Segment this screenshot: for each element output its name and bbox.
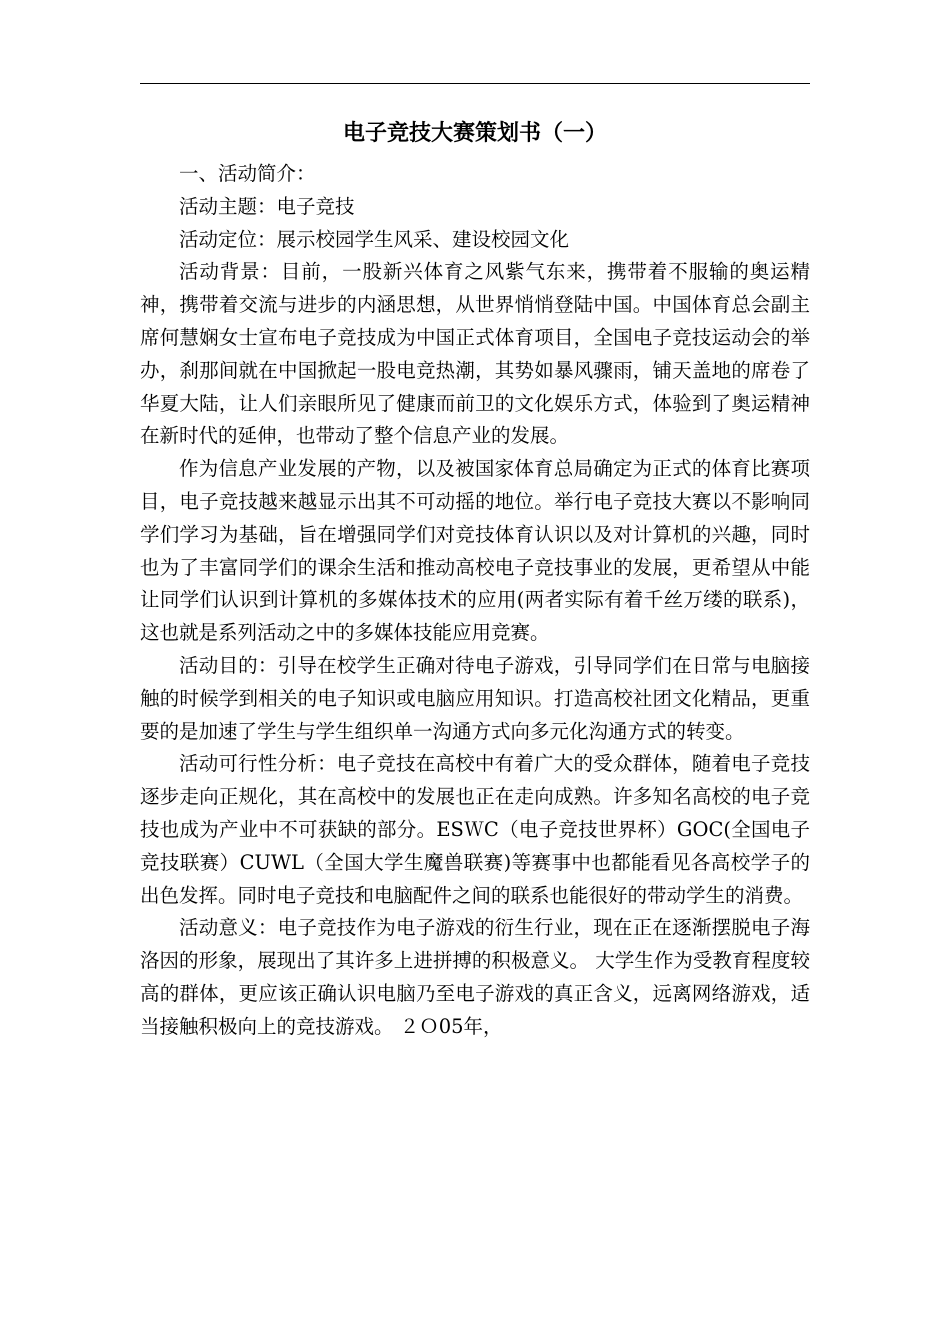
paragraph-activity-background: 活动背景：目前，一股新兴体育之风紫气东来，携带着不服输的奥运精神，携带着交流与进步的内涵思想，从世界悄悄登陆中国。中国体育总会副主席何慧娴女士宣布电子竞技成为中国正式体育项目，全国电子竞技运动会的举办，刹那间就在中国掀起一股电竞热潮，其势如暴风骤雨，铺天盖地的席卷了华夏大陆，让人们亲眼所见了健康而前卫的文化娱乐方式，体验到了奥运精神在新时代的延伸，也带动了整个信息产业的发展。 bbox=[140, 260, 810, 448]
document-title: 电子竞技大赛策划书（一） bbox=[342, 121, 607, 146]
document-body bbox=[140, 158, 810, 1044]
section-heading-activity-intro: 一、活动简介： bbox=[179, 162, 316, 185]
paragraph-feasibility-analysis: 活动可行性分析：电子竞技在高校中有着广大的受众群体，随着电子竞技逐步走向正规化，其在高校中的发展也正在走向成熟。许多知名高校的电子竞技也成为产业中不可获缺的部分。ESＷC（电子竞技世界杯）GOC(全国电子竞技联赛）CUWL（全国大学生魔兽联赛)等赛事中也都能看见各高校学子的出色发挥。同时电子竞技和电脑配件之间的联系也能很好的带动学生的消费。 bbox=[140, 752, 810, 907]
paragraph-activity-purpose: 活动目的：引导在校学生正确对待电子游戏，引导同学们在日常与电脑接触的时候学到相关的电子知识或电脑应用知识。打造高校社团文化精品，更重要的是加速了学生与学生组织单一沟通方式向多元化沟通方式的转变。 bbox=[140, 653, 810, 743]
header-rule bbox=[140, 83, 810, 84]
paragraph-industry-product: 作为信息产业发展的产物，以及被国家体育总局确定为正式的体育比赛项目，电子竞技越来越显示出其不可动摇的地位。举行电子竞技大赛以不影响同学们学习为基础，旨在增强同学们对竞技体育认识以及对计算机的兴趣，同时也为了丰富同学们的课余生活和推动高校电子竞技事业的发展，更希望从中能让同学们认识到计算机的多媒体技术的应用(两者实际有着千丝万缕的联系)，这也就是系列活动之中的多媒体技能应用竞赛。 bbox=[140, 457, 810, 645]
paragraph-activity-significance: 活动意义：电子竞技作为电子游戏的衍生行业，现在正在逐渐摆脱电子海洛因的形象，展现出了其许多上进拼搏的积极意义。 大学生作为受教育程度较高的群体，更应该正确认识电脑乃至电子游戏的真正含义，远离网络游戏，适当接触积极向上的竞技游戏。 ２Ｏ05年， bbox=[140, 916, 810, 1038]
paragraph-activity-theme: 活动主题：电子竞技 bbox=[179, 194, 355, 218]
paragraph-activity-positioning: 活动定位：展示校园学生风采、建设校园文化 bbox=[179, 227, 570, 251]
